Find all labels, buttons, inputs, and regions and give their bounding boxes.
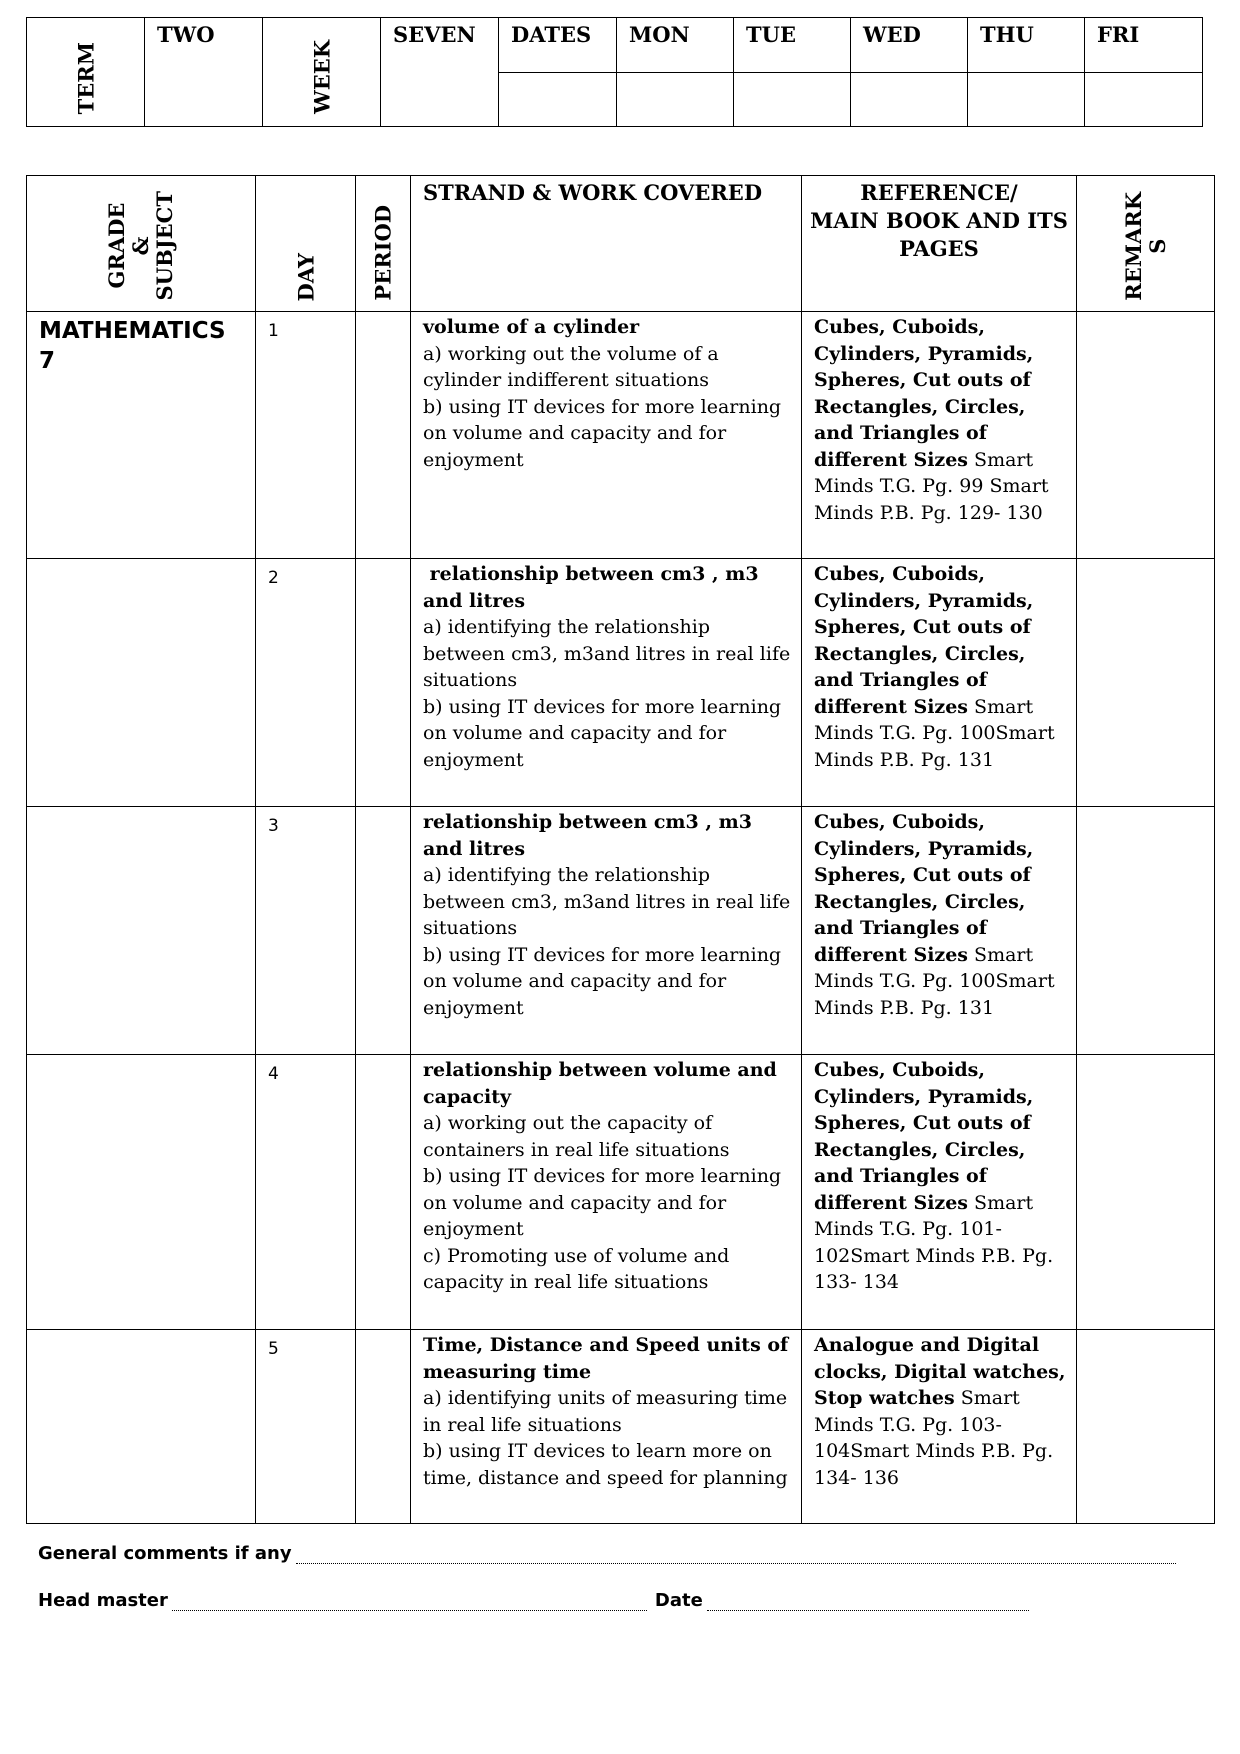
general-comments-field[interactable] [296,1545,1176,1564]
remarks-cell [1077,1330,1215,1524]
col-header-grade-subject [27,176,256,312]
subject-cell [27,559,256,807]
reference-pages: Smart Minds T.G. Pg. 100Smart Minds P.B. Pg. 131 [814,695,1055,771]
subject-cell [27,1055,256,1330]
period-cell [356,312,411,559]
remarks-label-s: S [1144,239,1170,255]
table-row [27,559,1215,807]
day-header-thu: THU [968,18,1085,73]
reference-materials: Analogue and Digital clocks, Digital watches, Stop watches [814,1334,1066,1409]
date-cell-thu [968,72,1085,127]
headmaster-signature-field[interactable] [172,1592,647,1611]
grade-number: 7 [39,348,56,374]
week-value: SEVEN [381,18,499,127]
work-covered-cell [411,1330,802,1524]
lesson-objective: b) using IT devices for more learning on volume and capacity and for enjoyment [423,1165,782,1240]
remarks-cell [1077,559,1215,807]
lesson-objective: c) Promoting use of volume and capacity in real life situations [423,1244,730,1293]
signature-line [38,1590,1029,1611]
table-row [27,1330,1215,1524]
day-number: 1 [256,312,356,559]
col-header-strand: STRAND & WORK COVERED [411,176,802,312]
term-week-table [26,17,1203,127]
period-cell [356,807,411,1055]
headmaster-label: Head master [38,1590,168,1611]
reference-label: REFERENCE/ [860,180,1018,205]
day-header-tue: TUE [734,18,851,73]
day-number: 3 [256,807,356,1055]
date-cell-fri [1085,72,1203,127]
dates-label: DATES [499,18,617,73]
lesson-objective: a) identifying units of measuring time in real life situations [423,1387,788,1436]
lesson-objective: a) identifying the relationship between cm3, m3and litres in real life situations [423,864,791,939]
reference-cell [802,807,1077,1055]
col-header-remarks [1077,176,1215,312]
day-header-wed: WED [851,18,968,73]
day-number: 4 [256,1055,356,1330]
lesson-objective: b) using IT devices for more learning on volume and capacity and for enjoyment [423,695,782,771]
lesson-title: relationship between cm3 , m3 and litres [423,811,752,860]
period-cell [356,1330,411,1524]
col-header-period [356,176,411,312]
term-value: TWO [145,18,263,127]
reference-cell [802,1055,1077,1330]
period-cell [356,1055,411,1330]
reference-materials: Cubes, Cuboids, Cylinders, Pyramids, Spheres, Cut outs of Rectangles, Circles, and Triangles of different Sizes [814,811,1034,966]
remarks-cell [1077,807,1215,1055]
subject-cell [27,312,256,559]
work-covered-cell [411,1055,802,1330]
date-field[interactable] [707,1592,1029,1611]
reference-cell [802,1330,1077,1524]
date-label: Date [654,1590,703,1611]
day-number: 5 [256,1330,356,1524]
lesson-title: Time, Distance and Speed units of measuring time [423,1334,789,1383]
date-cell-mon [617,72,734,127]
date-cell-wed [851,72,968,127]
reference-materials: Cubes, Cuboids, Cylinders, Pyramids, Spheres, Cut outs of Rectangles, Circles, and Triangles of different Sizes [814,316,1034,471]
dates-blank-cell [499,72,617,127]
subject-cell [27,807,256,1055]
col-header-day [256,176,356,312]
general-comments-label: General comments if any [38,1543,292,1564]
period-cell [356,559,411,807]
subject-cell [27,1330,256,1524]
period-label: PERIOD [370,205,396,301]
reference-cell [802,312,1077,559]
col-header-reference [802,176,1077,312]
reference-pages: Smart Minds T.G. Pg. 100Smart Minds P.B. Pg. 131 [814,943,1055,1019]
table-row [27,807,1215,1055]
term-label-cell [27,18,145,127]
term-label: TERM [73,41,98,114]
reference-materials: Cubes, Cuboids, Cylinders, Pyramids, Spheres, Cut outs of Rectangles, Circles, and Triangles of different Sizes [814,1059,1034,1214]
week-label-cell [263,18,381,127]
grade-label: GRADE [104,203,129,290]
day-label: DAY [293,252,318,301]
table-row [27,1055,1215,1330]
reference-pages: Smart Minds T.G. Pg. 103- 104Smart Minds P.B. Pg. 134- 136 [814,1387,1054,1489]
reference-materials: Cubes, Cuboids, Cylinders, Pyramids, Spheres, Cut outs of Rectangles, Circles, and Triangles of different Sizes [814,563,1034,718]
remarks-cell [1077,1055,1215,1330]
day-number: 2 [256,559,356,807]
remarks-cell [1077,312,1215,559]
lesson-title: relationship between volume and capacity [423,1059,777,1108]
work-covered-cell [411,312,802,559]
lesson-objective: a) working out the capacity of containers in real life situations [423,1112,730,1161]
table-row [27,312,1215,559]
reference-cell [802,559,1077,807]
lesson-title: volume of a cylinder [423,316,640,338]
lesson-plan-table [26,175,1215,1524]
lesson-objective: b) using IT devices to learn more on time, distance and speed for planning [423,1440,788,1489]
remarks-label: REMARK [1120,192,1146,301]
lesson-objective: b) using IT devices for more learning on volume and capacity and for enjoyment [423,395,782,471]
lesson-title: relationship between cm3 , m3 and litres [423,563,766,612]
day-header-mon: MON [617,18,734,73]
lesson-objective: b) using IT devices for more learning on volume and capacity and for enjoyment [423,943,782,1019]
subject-label: SUBJECT [152,191,177,301]
day-header-fri: FRI [1085,18,1203,73]
lesson-objective: a) working out the volume of a cylinder indifferent situations [423,342,719,391]
work-covered-cell [411,559,802,807]
main-book-label: MAIN BOOK AND ITS PAGES [810,208,1068,261]
ampersand-label: & [128,236,153,256]
work-covered-cell [411,807,802,1055]
lesson-objective: a) identifying the relationship between cm3, m3and litres in real life situations [423,616,791,691]
week-label: WEEK [309,40,334,114]
reference-pages: Smart Minds T.G. Pg. 99 Smart Minds P.B. Pg. 129- 130 [814,448,1049,524]
general-comments-line [38,1543,1176,1564]
date-cell-tue [734,72,851,127]
table-header-row [27,176,1215,312]
subject-name: MATHEMATICS [39,318,226,344]
reference-pages: Smart Minds T.G. Pg. 101- 102Smart Minds P.B. Pg. 133- 134 [814,1191,1054,1293]
